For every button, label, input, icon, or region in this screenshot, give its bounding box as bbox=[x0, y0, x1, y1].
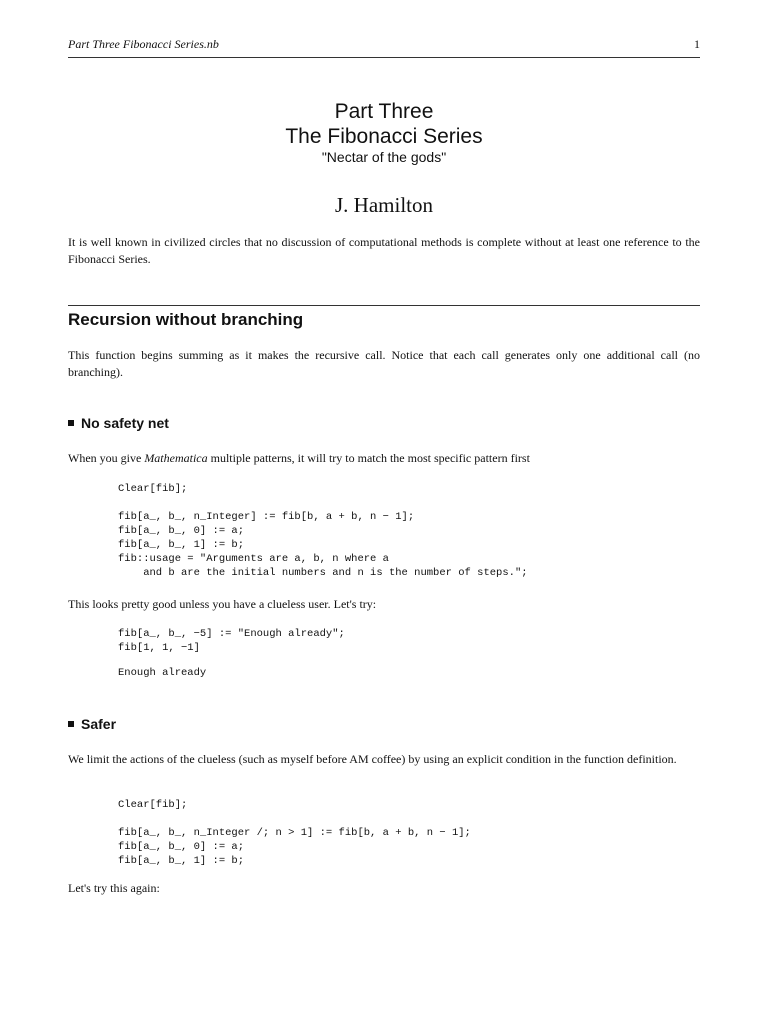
code-output: Enough already bbox=[118, 667, 207, 679]
bullet-icon bbox=[68, 420, 74, 426]
page-header bbox=[68, 37, 700, 58]
title-block bbox=[68, 99, 700, 165]
section-divider bbox=[68, 305, 700, 306]
safer-paragraph: We limit the actions of the clueless (such as myself before AM coffee) by using an explicit condition in the function definition. bbox=[68, 752, 677, 766]
try-again-paragraph: Let's try this again: bbox=[68, 881, 160, 895]
bullet-icon bbox=[68, 721, 74, 727]
section-paragraph: This function begins summing as it makes the recursive call. Notice that each call generates only one additional call (no branching). bbox=[68, 348, 700, 379]
subsection-paragraph: When you give Mathematica multiple patterns, it will try to match the most specific pattern first bbox=[68, 451, 530, 465]
intro-paragraph: It is well known in civilized circles that no discussion of computational methods is complete without at least one reference to the Fibonacci Series. bbox=[68, 235, 700, 266]
code-block-3: Clear[fib]; fib[a_, b_, n_Integer /; n > 1] := fib[b, a + b, n − 1]; fib[a_, b_, 0] := a; fib[a_, b_, 1] := b; bbox=[118, 799, 471, 867]
subsection-title-safer: Safer bbox=[68, 716, 116, 732]
title-line-1: Part Three bbox=[334, 100, 434, 123]
title-line-2: The Fibonacci Series bbox=[285, 125, 483, 148]
document-name: Part Three Fibonacci Series.nb bbox=[68, 37, 219, 51]
mathematica-emphasis: Mathematica bbox=[144, 451, 208, 465]
clueless-paragraph: This looks pretty good unless you have a clueless user. Let's try: bbox=[68, 597, 377, 611]
section-title: Recursion without branching bbox=[68, 310, 304, 329]
page-number: 1 bbox=[694, 37, 700, 51]
subsection-title-no-safety-net: No safety net bbox=[68, 415, 169, 431]
subtitle: "Nectar of the gods" bbox=[321, 149, 447, 165]
author: J. Hamilton bbox=[335, 193, 433, 217]
code-block-2: fib[a_, b_, −5] := "Enough already"; fib[1, 1, −1] bbox=[118, 628, 345, 654]
code-block-1: Clear[fib]; fib[a_, b_, n_Integer] := fib[b, a + b, n − 1]; fib[a_, b_, 0] := a; fib[a_, b_, 1] := b; fib::usage = "Arguments are a, b, n where a and b are the initial numbers and n is the number of steps."; bbox=[118, 483, 528, 579]
